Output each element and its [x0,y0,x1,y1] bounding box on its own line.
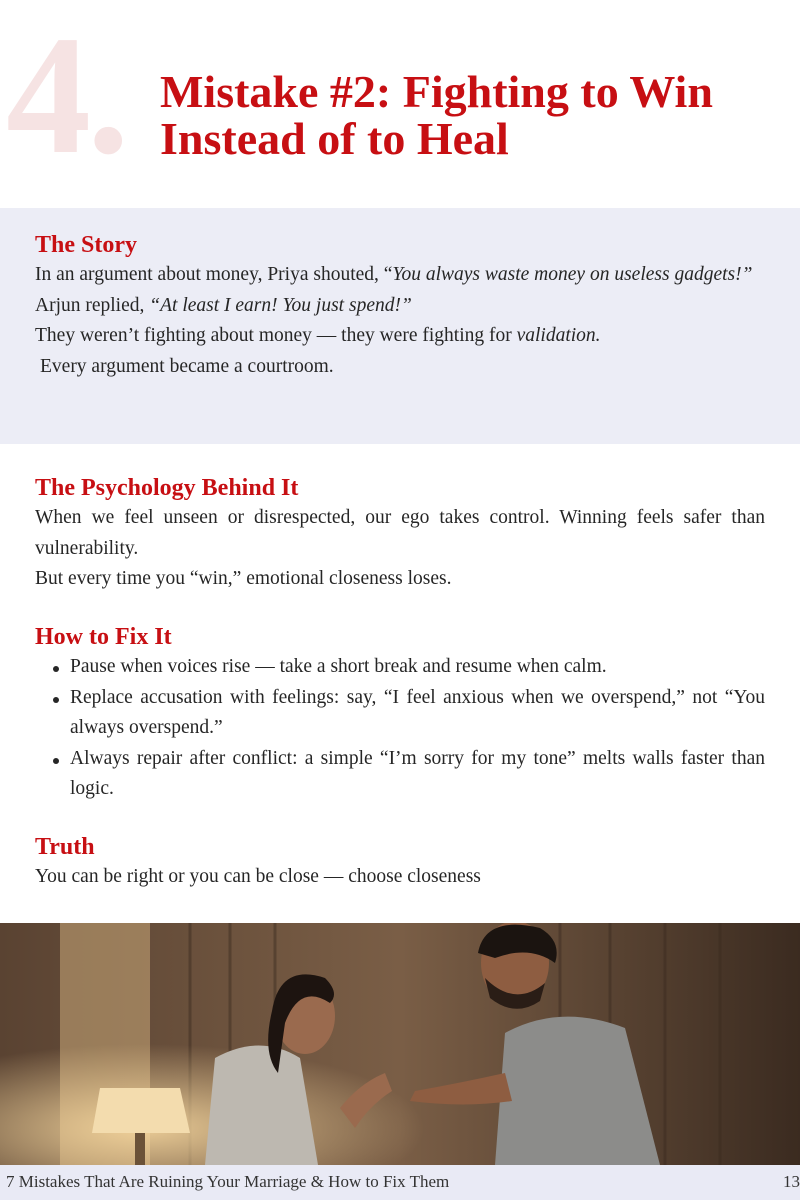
story-line-3-emphasis: validation. [516,325,601,346]
truth-section [35,832,765,893]
psychology-paragraph-2: But every time you “win,” emotional closeness loses. [35,568,452,589]
story-line-1-text: In an argument about money, Priya shouted, “ [35,264,393,285]
psychology-heading: The Psychology Behind It [35,475,299,501]
story-heading: The Story [35,232,137,258]
story-line-1 [35,260,765,291]
page-footer [0,1165,800,1200]
story-line-2-quote: “At least I earn! You just spend!” [149,294,412,316]
fix-heading: How to Fix It [35,624,172,650]
fix-list-item: Replace accusation with feelings: say, “I feel anxious when we overspend,” not “You always overspend.” [35,683,765,744]
fix-list [35,652,765,805]
story-line-3-text: They weren’t fighting about money — they were fighting for [35,325,517,346]
story-section [35,230,765,382]
story-line-4: Every argument became a courtroom. [40,355,334,377]
chapter-number: 4. [6,1,126,189]
story-line-2-text: Arjun replied, [35,294,150,316]
psychology-paragraph-1: When we feel unseen or disrespected, our ego takes control. Winning feels safer than vulnerability. [35,507,765,559]
page-number: 13 [783,1172,800,1191]
fix-list-item: Pause when voices rise — take a short break and resume when calm. [35,652,765,683]
story-line-3 [35,321,765,352]
photo-illustration [0,923,800,1165]
truth-heading: Truth [35,834,95,860]
fix-list-item: Always repair after conflict: a simple “I’m sorry for my tone” melts walls faster than logic. [35,744,765,805]
psychology-section [35,473,765,595]
story-line-2 [35,291,765,322]
couple-argument-photo [0,923,800,1165]
footer-book-title: 7 Mistakes That Are Ruining Your Marriage & How to Fix Them [6,1172,450,1191]
fix-section [35,622,765,805]
truth-text: You can be right or you can be close — choose closeness [35,866,481,887]
story-line-1-quote: You always waste money on useless gadgets!” [392,264,753,285]
page-title: Mistake #2: Fighting to Win Instead of to Heal [160,66,713,164]
